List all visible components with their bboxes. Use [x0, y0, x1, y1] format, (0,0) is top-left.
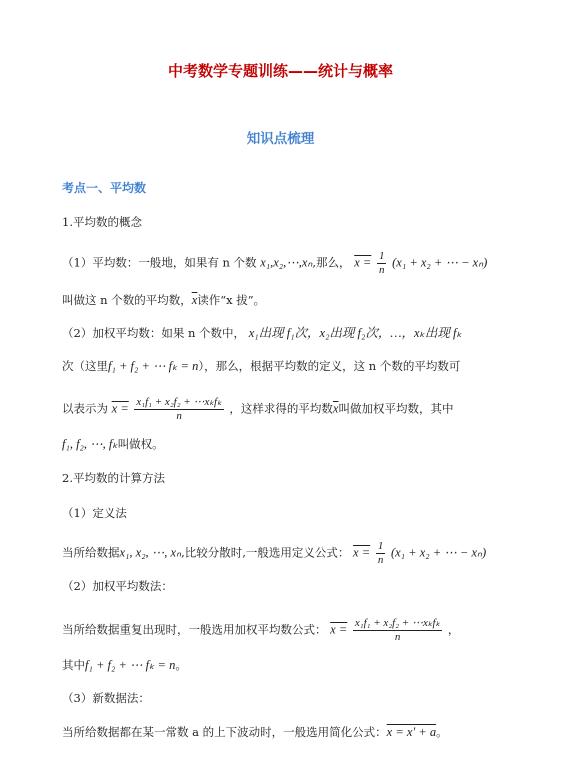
weight-line: f₁, f₂, ⋯, fₖ叫做权。	[62, 437, 164, 451]
formula-fraction: $\frac{1}{n}$	[378, 250, 385, 276]
weighted-formula-fraction: $\frac{\text{x₁f₁ + x₂f₂ + ⋯xₖfₖ}}{n}$	[354, 617, 441, 643]
weighted-def-line-1: （2）加权平均数：如果 n 个数中， x₁出现 f₁次，x₂出现 f₂次，…，xₖ出现 fₖ	[62, 326, 462, 340]
subsection-1-heading: 1.平均数的概念	[62, 215, 142, 229]
method-2-heading: （2）加权平均数法：	[62, 579, 173, 593]
definition-fraction: $\frac{1}{n}$	[377, 540, 384, 566]
weighted-def-line-3: 以表示为 x = $\frac{\text{x₁f₁ + x₂f₂ + ⋯xₖfₖ}}{n}$ ，这样求得的平均数$\overline{x}$叫做加权平均数，其中	[62, 396, 454, 422]
section-title: 知识点梳理	[246, 131, 315, 147]
mean-name-line: 叫做这 n 个数的平均数，$\overline{x}$读作“x 拔”。	[62, 293, 266, 307]
weight-sum-line: 其中f₁ + f₂ + ⋯ fₖ = n。	[62, 658, 187, 672]
method-1-line: 当所给数据x₁, x₂, ⋯, xₙ,比较分散时,一般选用定义公式： x = $\frac{1}{n}$ (x₁ + x₂ + ⋯ − xₙ)	[62, 540, 487, 566]
page-title: 中考数学专题训练——统计与概率	[167, 62, 393, 80]
formula-lhs: x =	[354, 255, 372, 270]
weighted-def-line-2: 次（这里f₁ + f₂ + ⋯ fₖ = n），那么，根据平均数的定义，这 n 个数的平均数可	[62, 359, 461, 373]
method-3-line: 当所给数据都在某一常数 a 的上下波动时，一般选用简化公式：x = x′ + a。	[62, 725, 448, 739]
weighted-fraction: $\frac{\text{x₁f₁ + x₂f₂ + ⋯xₖfₖ}}{n}$	[136, 396, 222, 422]
subsection-2-heading: 2.平均数的计算方法	[62, 471, 165, 485]
method-1-heading: （1）定义法	[62, 506, 127, 520]
method-2-line: 当所给数据重复出现时，一般选用加权平均数公式： x = $\frac{\text{x₁f₁ + x₂f₂ + ⋯xₖfₖ}}{n}$ ，	[62, 617, 460, 643]
mean-definition-line: （1）平均数：一般地，如果有 n 个数 x₁,x₂,⋯,xₙ,那么， x = $\frac{1}{n}$ (x₁ + x₂ + ⋯ − xₙ)	[62, 250, 488, 276]
topic-heading: 考点一、平均数	[62, 181, 147, 195]
method-3-heading: （3）新数据法：	[62, 691, 150, 705]
